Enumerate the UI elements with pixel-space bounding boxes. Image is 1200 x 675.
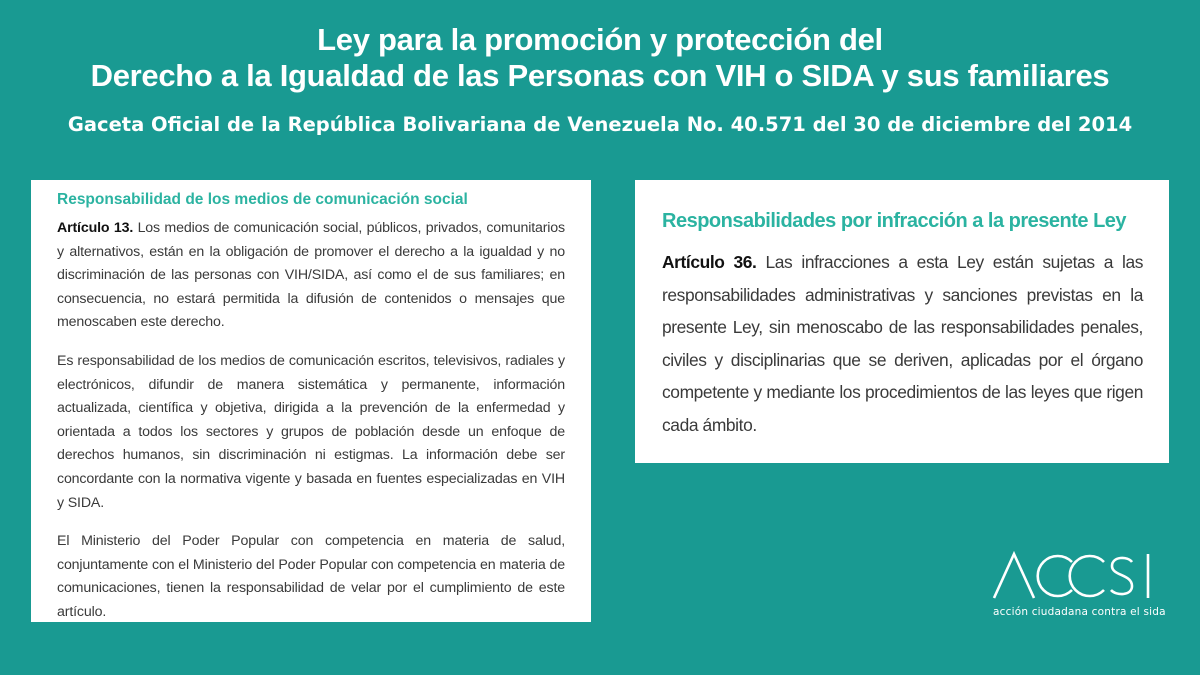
article-36-heading: Responsabilidades por infracción a la presente Ley: [662, 210, 1127, 232]
article-36-label: Artículo 36.: [662, 252, 757, 272]
article-13-paragraph-3: El Ministerio del Poder Popular con competencia en materia de salud, conjuntamente con el Ministerio del Poder Popular con competencia en materia de comunicaciones, tienen la responsabilidad de velar por el cumplimiento de este artículo.: [57, 533, 565, 620]
gazette-reference: Gaceta Oficial de la República Bolivariana de Venezuela No. 40.571 del 30 de diciembre del 2014: [67, 113, 1133, 136]
accsi-logo: [990, 548, 1170, 628]
article-36-excerpt: [635, 180, 1169, 463]
article-13-excerpt: [31, 180, 591, 622]
title-line-1: Ley para la promoción y protección del: [317, 22, 883, 57]
accsi-logo-mark: [990, 548, 1165, 604]
article-13-label: Artículo 13.: [57, 220, 134, 236]
accsi-tagline: acción ciudadana contra el sida: [993, 606, 1166, 618]
article-13-paragraph-2: Es responsabilidad de los medios de comunicación escritos, televisivos, radiales y electrónicos, difundir de manera sistemática y permanente, información actualizada, científica y objetiva, dirigida a la prevención de la enfermedad y orientada a todos los sectores y grupos de población desde un enfoque de derechos humanos, sin discriminación ni estigmas. La información debe ser concordante con la normativa vigente y basada en fuentes especializadas en VIH y SIDA.: [57, 352, 565, 511]
title-line-2: Derecho a la Igualdad de las Personas con VIH o SIDA y sus familiares: [90, 58, 1110, 93]
article-13-heading: Responsabilidad de los medios de comunicación social: [57, 191, 468, 208]
article-36-paragraph-text: Las infracciones a esta Ley están sujetas a las responsabilidades administrativas y sanciones previstas en la presente Ley, sin menoscabo de las responsabilidades penales, civiles y disciplinarias que se deriven, aplicadas por el órgano competente y mediante los procedimientos de las leyes que rigen cada ámbito.: [662, 252, 1144, 435]
page-title: [0, 22, 1200, 94]
article-13-paragraph-1: [57, 217, 565, 335]
article-36-paragraph: [662, 246, 1143, 441]
article-13-paragraph-1-text: Los medios de comunicación social, públicos, privados, comunitarios y alternativos, están en la obligación de promover el derecho a la igualdad y no discriminación de las personas con VIH/SIDA, así como el de sus familiares; en consecuencia, no estará permitida la difusión de contenidos o mensajes que menoscaben este derecho.: [57, 220, 565, 331]
